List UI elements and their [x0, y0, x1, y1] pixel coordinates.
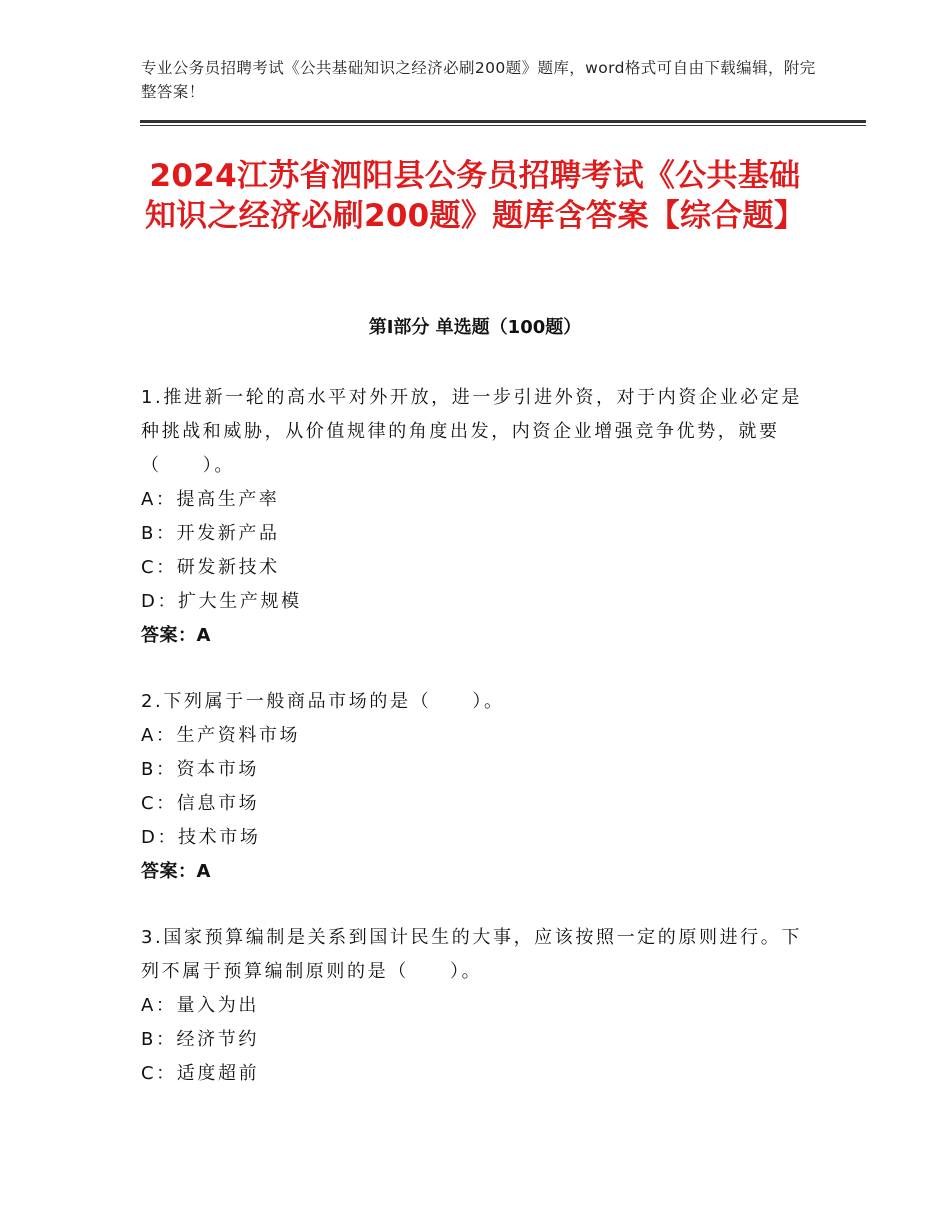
- option-b: B：资本市场: [141, 759, 259, 780]
- option-a: A：生产资料市场: [141, 725, 301, 746]
- option-list: [141, 719, 821, 855]
- header-divider-thin: [140, 125, 866, 126]
- option-c: C：信息市场: [141, 793, 260, 814]
- option-list: [141, 483, 821, 619]
- question-3: [141, 921, 821, 1091]
- option-c: C：研发新技术: [141, 557, 280, 578]
- option-d: D：扩大生产规模: [141, 591, 302, 612]
- question-2: [141, 685, 821, 889]
- header-divider: [140, 120, 866, 123]
- option-d: D：技术市场: [141, 827, 261, 848]
- option-b: B：经济节约: [141, 1029, 259, 1050]
- question-stem: 2.下列属于一般商品市场的是（ ）。: [141, 691, 505, 712]
- header-note: 专业公务员招聘考试《公共基础知识之经济必刷200题》题库，word格式可自由下载编辑，附完整答案！: [141, 59, 816, 101]
- question-stem: 3.国家预算编制是关系到国计民生的大事，应该按照一定的原则进行。下列不属于预算编制原则的是（ ）。: [141, 927, 802, 982]
- document-title: 2024江苏省泗阳县公务员招聘考试《公共基础知识之经济必刷200题》题库含答案【综合题】: [144, 158, 806, 234]
- question-list: [141, 381, 821, 1123]
- option-b: B：开发新产品: [141, 523, 280, 544]
- option-a: A：量入为出: [141, 995, 259, 1016]
- option-list: [141, 989, 821, 1091]
- question-1: [141, 381, 821, 653]
- question-stem: 1.推进新一轮的高水平对外开放，进一步引进外资，对于内资企业必定是种挑战和威胁，从价值规律的角度出发，内资企业增强竞争优势，就要（ ）。: [141, 387, 802, 476]
- section-title: 第I部分 单选题（100题）: [368, 317, 582, 338]
- answer-label: 答案：A: [141, 625, 211, 646]
- option-c: C：适度超前: [141, 1063, 260, 1084]
- option-a: A：提高生产率: [141, 489, 280, 510]
- answer-label: 答案：A: [141, 861, 211, 882]
